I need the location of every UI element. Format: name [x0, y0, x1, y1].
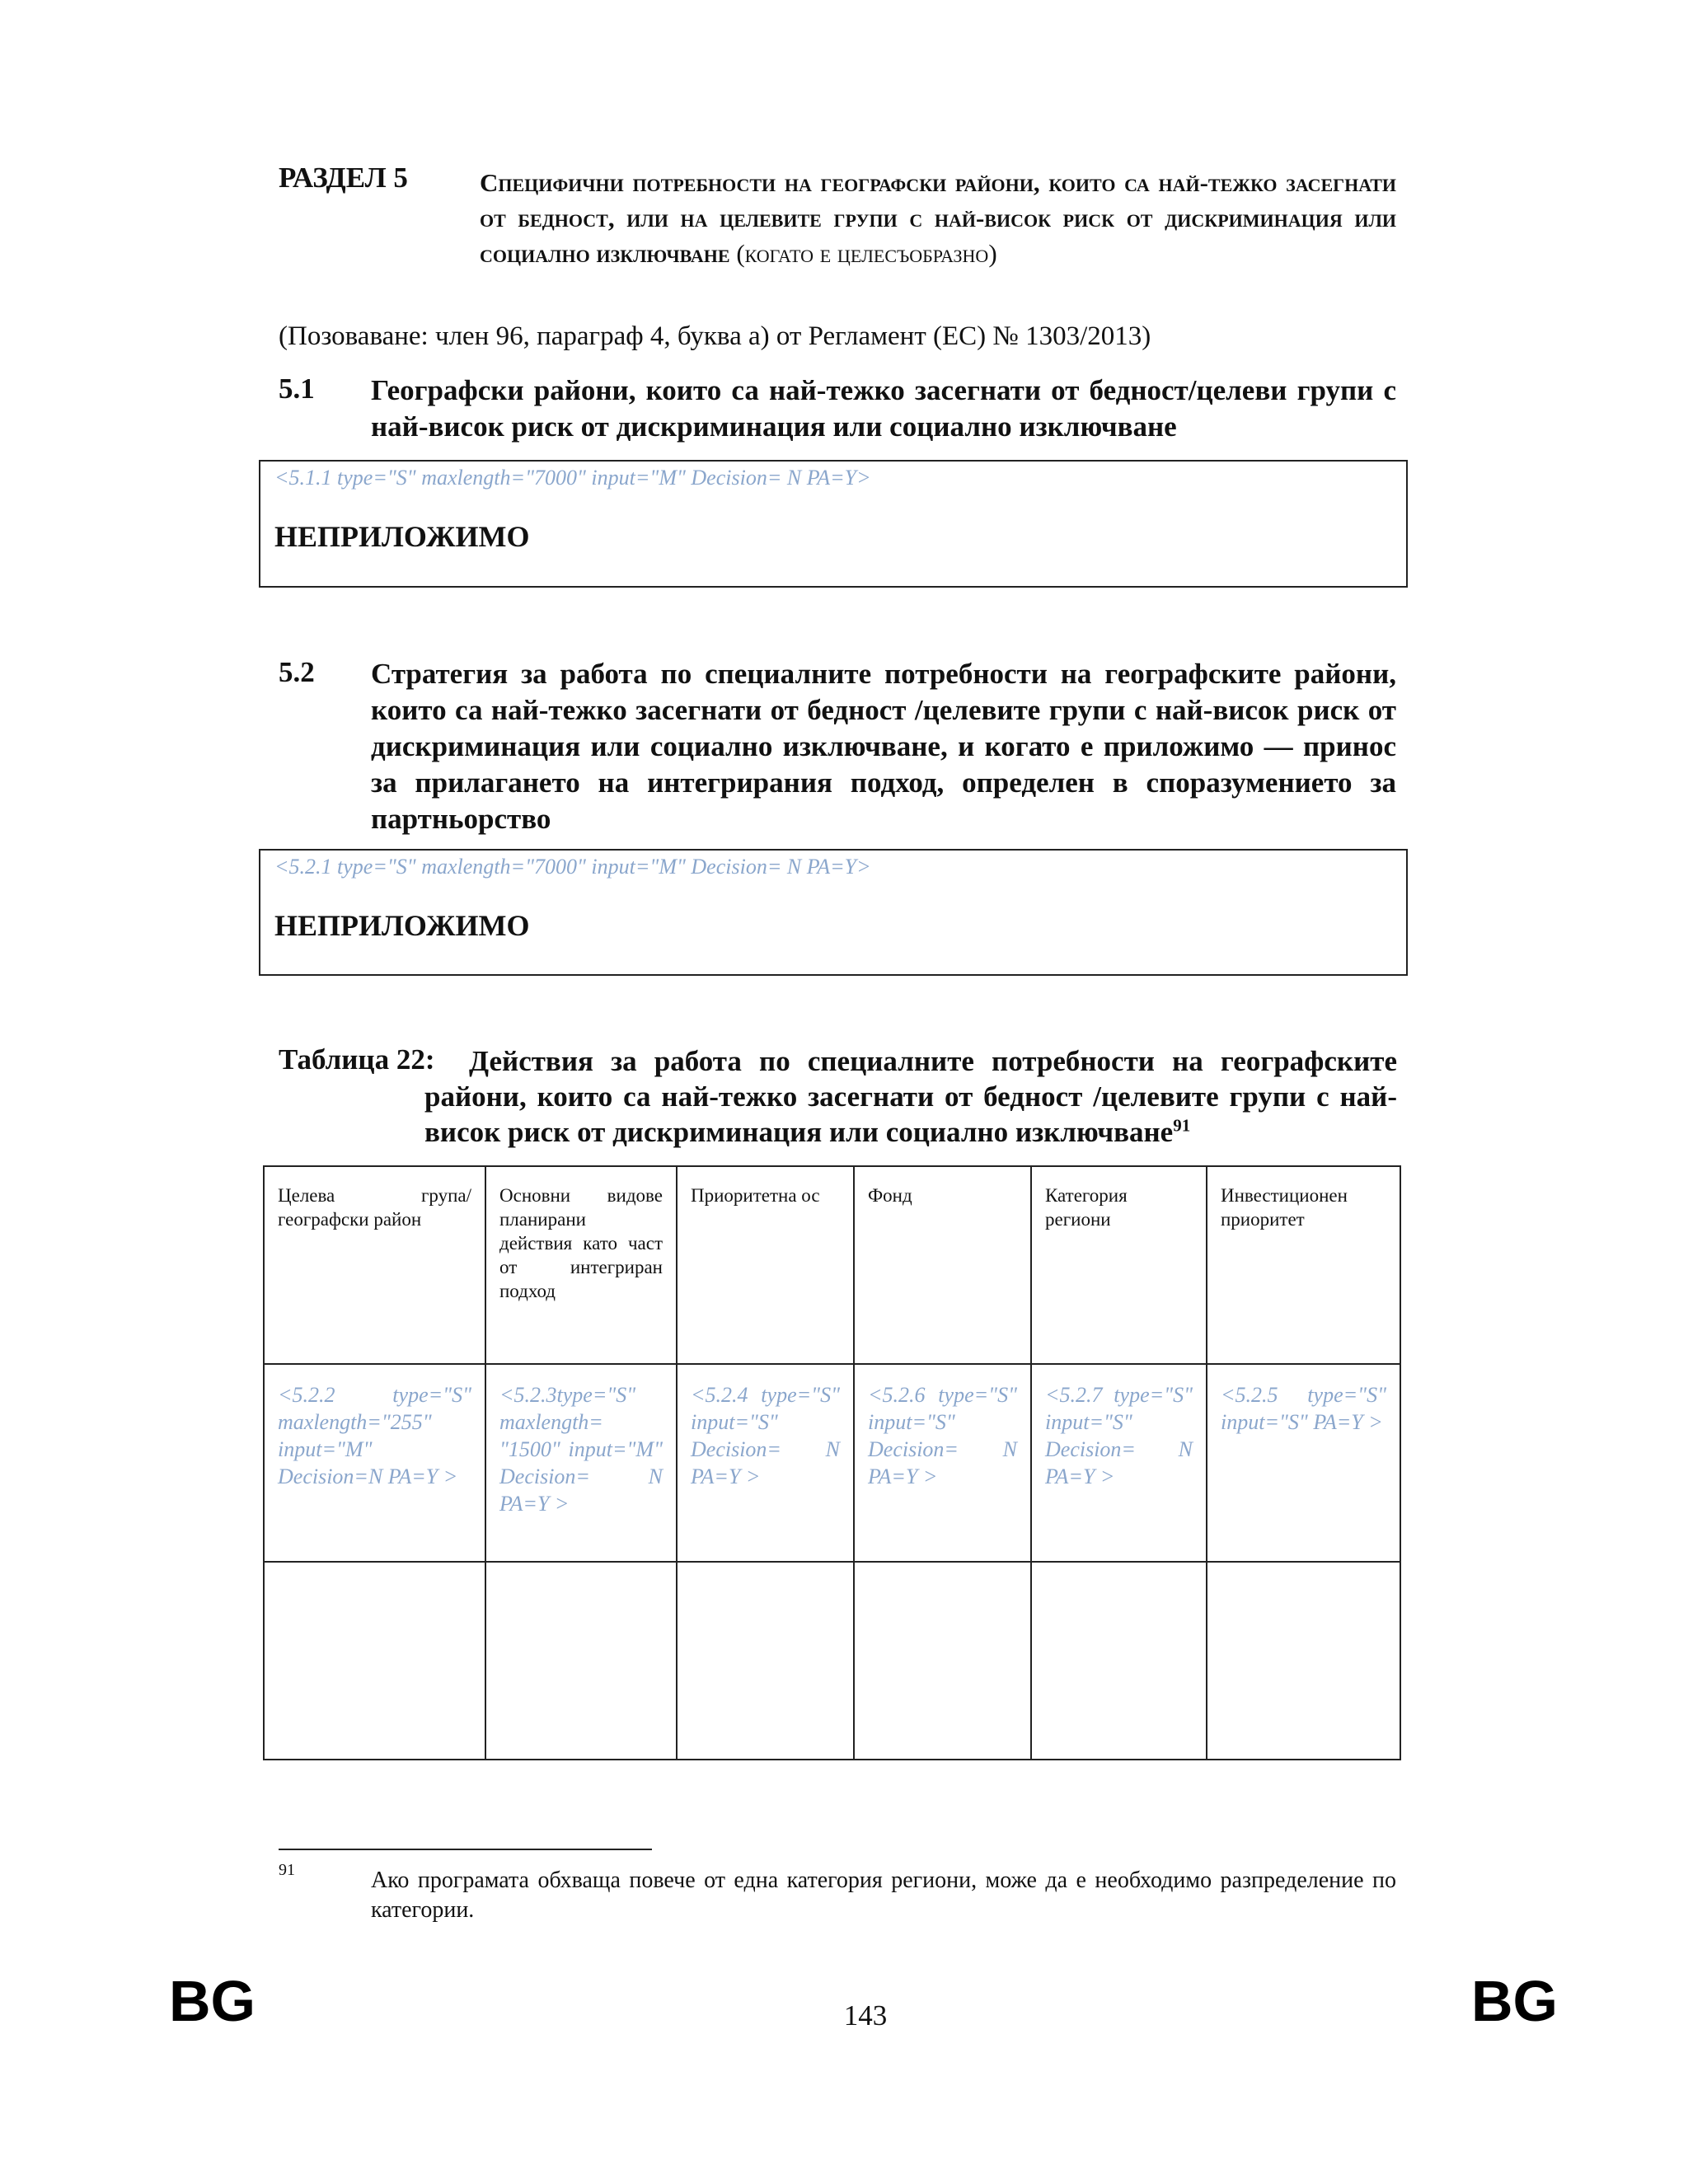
table-cell[interactable] [677, 1364, 854, 1562]
subsection-1-field-code: <5.1.1 type="S" maxlength="7000" input="M" Decision= N PA=Y> [274, 466, 871, 490]
header-action-types: Основни видове планирани действия като част от интегриран подход [499, 1185, 663, 1301]
field-code-5-2-4: <5.2.4 type="S" input="S" Decision= N PA=Y > [691, 1383, 840, 1488]
table-caption-label: Таблица 22: [279, 1043, 435, 1076]
table-cell[interactable] [677, 1562, 854, 1760]
table-cell[interactable] [1031, 1562, 1207, 1760]
page-number: 143 [843, 1999, 888, 2032]
table-cell[interactable] [1031, 1364, 1207, 1562]
footnote-reference[interactable]: 91 [1173, 1115, 1191, 1136]
table-cell[interactable] [854, 1562, 1031, 1760]
table-header-row [264, 1166, 1400, 1364]
table-caption-text: Действия за работа по специалните потребности на географските райони, които са най-тежко засегнати от бедност /целевите групи с най-висок риск от дискриминация или социално изключване [424, 1045, 1397, 1148]
table-cell[interactable] [485, 1364, 677, 1562]
subsection-2-number: 5.2 [279, 656, 315, 688]
field-code-5-2-2: <5.2.2 type="S" maxlength="255" input="M" Decision=N PA=Y > [278, 1383, 471, 1488]
table-cell[interactable] [854, 1364, 1031, 1562]
table-cell[interactable] [1207, 1364, 1400, 1562]
table-header-cell [1031, 1166, 1207, 1364]
field-code-5-2-5: <5.2.5 type="S" input="S" PA=Y > [1221, 1383, 1386, 1434]
subsection-1-field-box [259, 460, 1408, 588]
table-header-cell [677, 1166, 854, 1364]
section-title [480, 165, 1396, 271]
table-row [264, 1562, 1400, 1760]
section-title-text: Специфични потребности на географски райони, които са най-тежко засегнати от бедност, или на целевите групи с най-висок риск от дискриминация или социално изключване [480, 168, 1396, 268]
table-cell[interactable] [264, 1562, 485, 1760]
subsection-2-field-box [259, 849, 1408, 976]
table-header-cell [1207, 1166, 1400, 1364]
table-header-cell [485, 1166, 677, 1364]
header-fund: Фонд [868, 1185, 912, 1206]
field-code-5-2-6: <5.2.6 type="S" input="S" Decision= N PA=Y > [868, 1383, 1017, 1488]
footnote-number: 91 [279, 1861, 295, 1879]
footnote-divider [279, 1849, 652, 1850]
language-mark-right: BG [1471, 1969, 1558, 2033]
header-region-category: Категория региони [1045, 1185, 1128, 1230]
subsection-1-number: 5.1 [279, 373, 315, 405]
field-code-5-2-7: <5.2.7 type="S" input="S" Decision= N PA=Y > [1045, 1383, 1193, 1488]
table-header-cell [854, 1166, 1031, 1364]
section-title-note: (когато е целесъобразно) [736, 239, 997, 268]
section-label: РАЗДЕЛ 5 [279, 162, 408, 194]
subsection-2-value: НЕПРИЛОЖИМО [274, 909, 530, 942]
header-priority-axis: Приоритетна ос [691, 1185, 820, 1206]
table-header-cell [264, 1166, 485, 1364]
subsection-1-value: НЕПРИЛОЖИМО [274, 520, 530, 553]
table-caption [424, 1043, 1397, 1150]
table-cell[interactable] [1207, 1562, 1400, 1760]
subsection-2-field-code: <5.2.1 type="S" maxlength="7000" input="M" Decision= N PA=Y> [274, 855, 871, 879]
table-row [264, 1364, 1400, 1562]
field-code-5-2-3: <5.2.3type="S" maxlength= "1500" input="M" Decision= N PA=Y > [499, 1383, 663, 1516]
language-mark-left: BG [169, 1969, 256, 2033]
table-cell[interactable] [485, 1562, 677, 1760]
subsection-1-title: Географски райони, които са най-тежко засегнати от бедност/целеви групи с най-висок риск от дискриминация или социално изключване [371, 374, 1396, 443]
header-investment-priority: Инвестиционен приоритет [1221, 1185, 1348, 1230]
header-target-group: Целева група/географски район [278, 1185, 471, 1230]
regulation-reference: (Позоваване: член 96, параграф 4, буква а) от Регламент (ЕС) № 1303/2013) [279, 321, 1151, 351]
subsection-2-title: Стратегия за работа по специалните потребности на географските райони, които са най-тежко засегнати от бедност /целевите групи с най-висок риск от дискриминация или социално изключване, и когато е приложимо — принос за прилагането на интегрирания подход, определен в споразумението за партньорство [371, 658, 1396, 835]
footnote-text: Ако програмата обхваща повече от една категория региони, може да е необходимо разпределение по категории. [371, 1868, 1396, 1923]
table-cell[interactable] [264, 1364, 485, 1562]
actions-table [263, 1165, 1401, 1760]
